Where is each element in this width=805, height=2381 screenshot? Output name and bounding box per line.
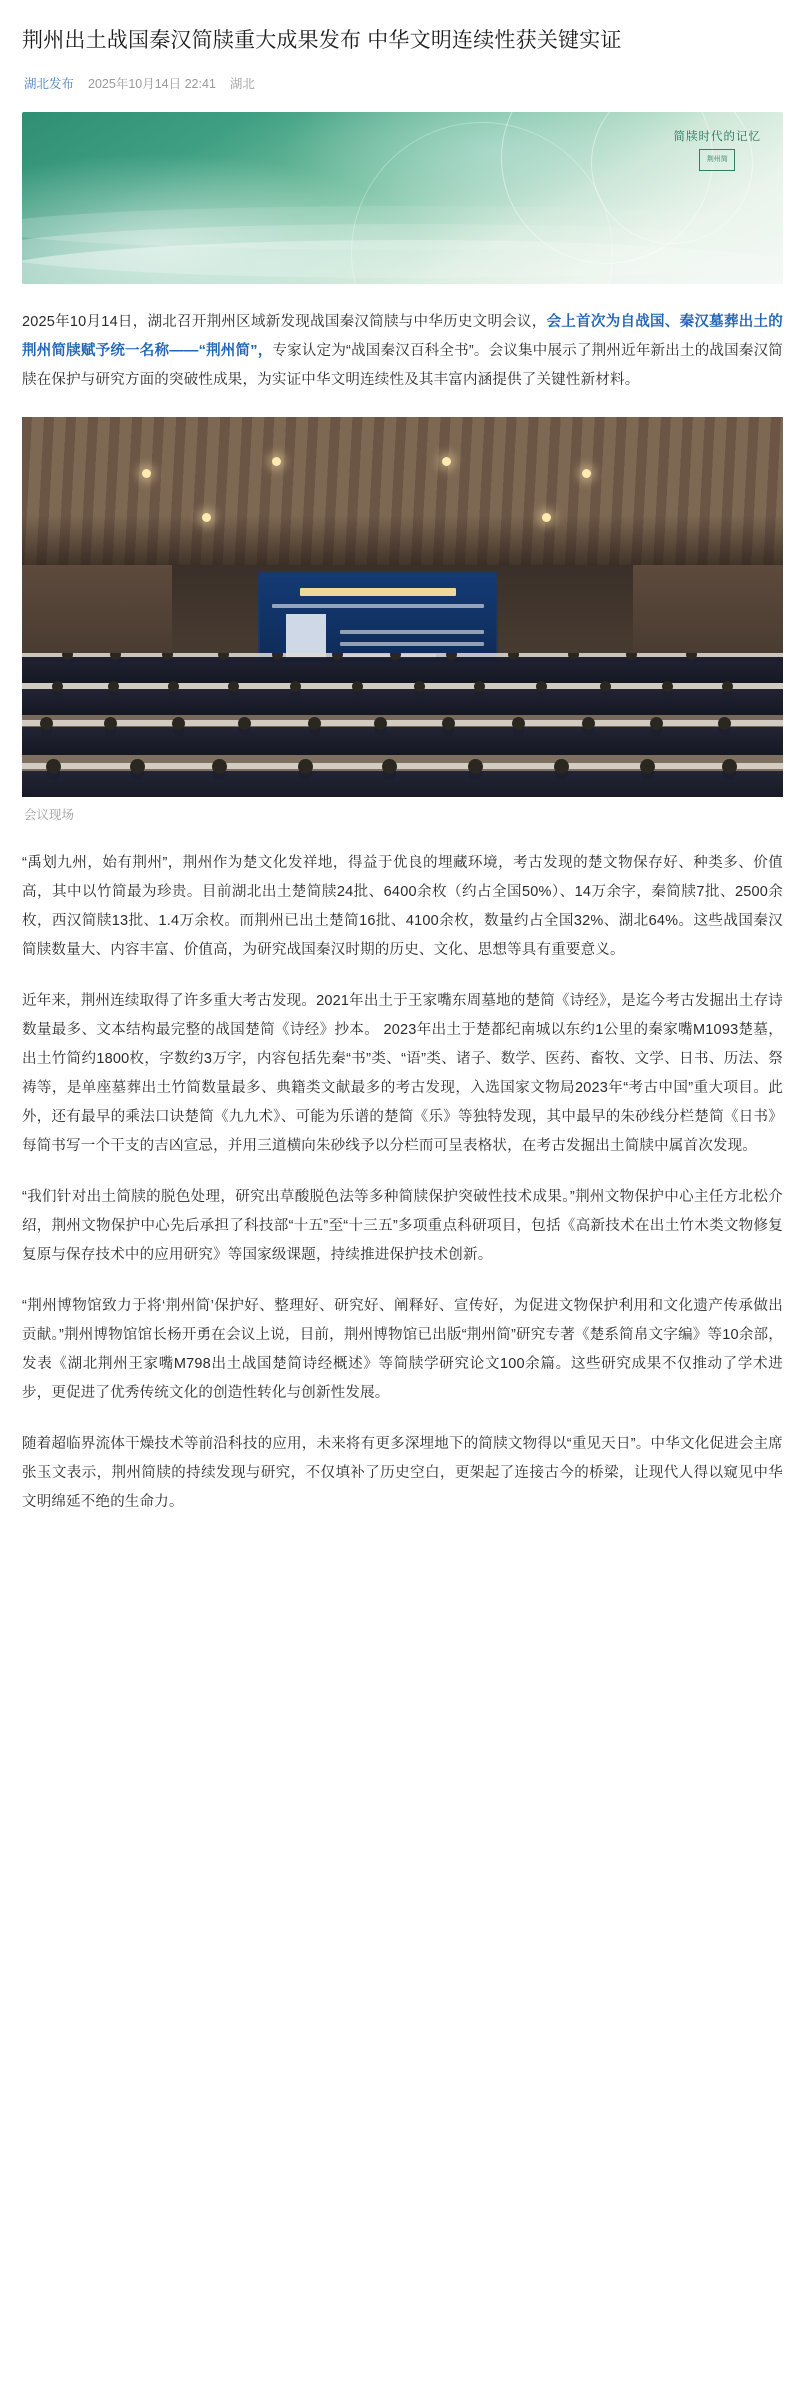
- hero-badge: [674, 128, 762, 171]
- paragraph-2: “禹划九州，始有荆州”，荆州作为楚文化发祥地，得益于优良的埋藏环境，考古发现的楚文物保存好、种类多、价值高，其中以竹简最为珍贵。目前湖北出土楚简牍24批、6400余枚（约占全国50%）、14万余字，秦简牍7批、2500余枚，西汉简牍13批、1.4万余枚。而荆州已出土楚简16批、4100余枚，数量约占全国32%、湖北64%。这些战国秦汉简牍数量大、内容丰富、价值高，为研究战国秦汉时期的历史、文化、思想等具有重要意义。: [22, 855, 783, 959]
- photo-caption: 会议现场: [24, 808, 75, 823]
- paragraph-1-lead: 2025年10月14日，湖北召开荆州区域新发现战国秦汉简牍与中华历史文明会议，: [22, 314, 547, 331]
- photo-ceiling: [22, 417, 783, 567]
- meta-location: 湖北: [229, 77, 255, 92]
- meta-date: 2025年10月14日 22:41: [88, 77, 216, 92]
- screen-text-line: [272, 604, 484, 608]
- page-title: 荆州出土战国秦汉简牍重大成果发布 中华文明连续性获关键实证: [22, 29, 622, 52]
- paragraph-5: “荆州博物馆致力于将‘荆州简’保护好、整理好、研究好、阐释好、宣传好，为促进文物保护利用和文化遗产传承做出贡献。”荆州博物馆馆长杨开勇在会议上说，目前，荆州博物馆已出版“荆州简”研究专著《楚系简帛文字编》等10余部，发表《湖北荆州王家嘴M798出土战国楚简诗经概述》等简牍学研究论文100余篇。这些研究成果不仅推动了学术进步，更促进了优秀传统文化的创造性转化与创新性发展。: [22, 1298, 783, 1402]
- screen-book-image: [286, 614, 326, 658]
- article-meta: [24, 74, 783, 92]
- photo-audience: [22, 653, 783, 797]
- hero-seal-icon: 荆州简: [699, 149, 735, 171]
- hero-badge-text: 简牍时代的记忆: [673, 131, 761, 144]
- paragraph-4: “我们针对出土简牍的脱色处理，研究出草酸脱色法等多种简牍保护突破性技术成果。”荆州文物保护中心主任方北松介绍，荆州文物保护中心先后承担了科技部“十五”至“十三五”多项重点科研项目，包括《高新技术在出土竹木类文物修复复原与保存技术中的应用研究》等国家级课题，持续推进保护技术创新。: [22, 1189, 783, 1264]
- paragraph-6: 随着超临界流体干燥技术等前沿科技的应用，未来将有更多深埋地下的简牍文物得以“重见天日”。中华文化促进会主席张玉文表示，荆州简牍的持续发现与研究，不仅填补了历史空白，更架起了连接古今的桥梁，让现代人得以窥见中华文明绵延不绝的生命力。: [22, 1436, 783, 1511]
- meta-source[interactable]: 湖北发布: [24, 77, 75, 92]
- hero-banner-image: [22, 112, 783, 284]
- paragraph-3: 近年来，荆州连续取得了许多重大考古发现。2021年出土于王家嘴东周墓地的楚简《诗经》，是迄今考古发掘出土存诗数量最多、文本结构最完整的战国楚简《诗经》抄本。 2023年出土于楚都纪南城以东约1公里的秦家嘴M1093楚墓，出土竹简约1800枚，字数约3万字，内容包括先秦“书”类、“语”类、诸子、数学、医药、畜牧、文学、日书、历法、祭祷等，是单座墓葬出土竹简数量最多、典籍类文献最多的考古发现，入选国家文物局2023年“考古中国”重大项目。此外，还有最早的乘法口诀楚简《九九术》、可能为乐谱的楚简《乐》等独特发现，其中最早的朱砂线分栏楚简《日书》每简书写一个干支的吉凶宣忌，并用三道横向朱砂线予以分栏而可呈表格状，在考古发掘出土简牍中属首次发现。: [22, 993, 783, 1155]
- paragraph-1: [22, 308, 783, 395]
- paragraph-1-highlight: 会上首次为自战国、秦汉墓葬出土的荆州简牍赋予统一名称——“荆州简”，: [22, 314, 783, 360]
- screen-text-line: [340, 630, 484, 634]
- screen-text-line: [340, 642, 484, 646]
- conference-photo: [22, 417, 783, 797]
- paragraph-1-tail: 专家认定为“战国秦汉百科全书”。会议集中展示了荆州近年新出土的战国秦汉简牍在保护与研究方面的突破性成果，为实证中华文明连续性及其丰富内涵提供了关键性新材料。: [22, 343, 783, 389]
- conference-photo-wrap: [22, 417, 783, 823]
- screen-title-bar: [300, 588, 456, 596]
